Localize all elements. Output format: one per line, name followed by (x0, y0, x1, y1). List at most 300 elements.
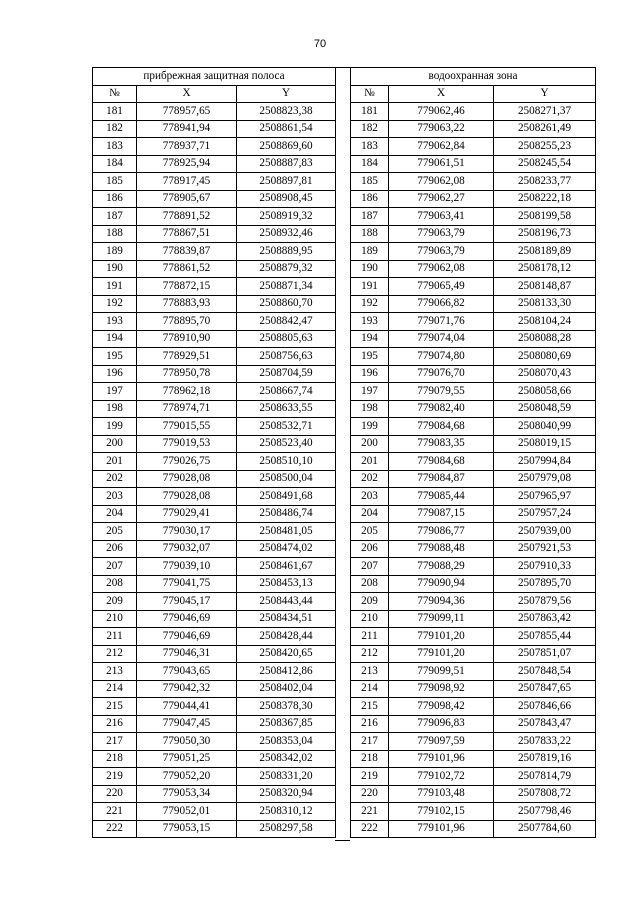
table-row (351, 435, 596, 453)
cell-number: 181 (351, 103, 389, 121)
cell-x: 779062,08 (389, 173, 494, 191)
table-title: водоохранная зона (351, 68, 596, 86)
table-row (351, 330, 596, 348)
cell-x: 779015,55 (137, 418, 237, 436)
column-header-number: № (351, 85, 389, 103)
cell-number: 183 (93, 138, 137, 156)
cell-number: 200 (93, 435, 137, 453)
cell-number: 183 (351, 138, 389, 156)
cell-number: 193 (93, 313, 137, 331)
cell-x: 779050,30 (137, 733, 237, 751)
table-row (351, 225, 596, 243)
cell-x: 779044,41 (137, 698, 237, 716)
cell-y: 2507808,72 (494, 785, 596, 803)
table-row (351, 190, 596, 208)
table-row (93, 190, 336, 208)
cell-y: 2508908,45 (237, 190, 336, 208)
cell-y: 2508104,24 (494, 313, 596, 331)
cell-x: 779062,46 (389, 103, 494, 121)
cell-y: 2508633,55 (237, 400, 336, 418)
table-row (351, 243, 596, 261)
cell-y: 2508080,69 (494, 348, 596, 366)
table-row (93, 400, 336, 418)
cell-number: 197 (93, 383, 137, 401)
cell-number: 212 (93, 645, 137, 663)
cell-y: 2508189,89 (494, 243, 596, 261)
cell-x: 779046,69 (137, 610, 237, 628)
cell-number: 219 (93, 768, 137, 786)
cell-number: 220 (351, 785, 389, 803)
table-row (93, 628, 336, 646)
table-row (351, 698, 596, 716)
table-row (93, 295, 336, 313)
cell-number: 221 (351, 803, 389, 821)
cell-x: 779096,83 (389, 715, 494, 733)
cell-x: 779026,75 (137, 453, 237, 471)
table-row (351, 680, 596, 698)
table-row (351, 260, 596, 278)
cell-x: 779094,36 (389, 593, 494, 611)
cell-y: 2508842,47 (237, 313, 336, 331)
cell-number: 202 (93, 470, 137, 488)
cell-y: 2508932,46 (237, 225, 336, 243)
cell-number: 206 (93, 540, 137, 558)
cell-x: 778895,70 (137, 313, 237, 331)
cell-x: 779097,59 (389, 733, 494, 751)
cell-x: 779101,96 (389, 820, 494, 838)
table-row (351, 663, 596, 681)
cell-x: 778910,90 (137, 330, 237, 348)
table-row (93, 733, 336, 751)
cell-x: 779046,31 (137, 645, 237, 663)
cell-x: 779088,29 (389, 558, 494, 576)
cell-x: 779045,17 (137, 593, 237, 611)
cell-x: 779062,27 (389, 190, 494, 208)
table-row (93, 470, 336, 488)
cell-number: 210 (351, 610, 389, 628)
cell-x: 779063,79 (389, 225, 494, 243)
cell-number: 189 (351, 243, 389, 261)
cell-y: 2507965,97 (494, 488, 596, 506)
cell-x: 779074,80 (389, 348, 494, 366)
cell-x: 778974,71 (137, 400, 237, 418)
table-row (351, 120, 596, 138)
cell-number: 197 (351, 383, 389, 401)
cell-y: 2508420,65 (237, 645, 336, 663)
cell-y: 2507814,79 (494, 768, 596, 786)
cell-y: 2508040,99 (494, 418, 596, 436)
table-row (351, 383, 596, 401)
table-row (93, 820, 336, 838)
table-row (351, 418, 596, 436)
cell-y: 2508481,05 (237, 523, 336, 541)
cell-x: 778883,93 (137, 295, 237, 313)
cell-number: 182 (93, 120, 137, 138)
cell-y: 2508887,83 (237, 155, 336, 173)
cell-y: 2508823,38 (237, 103, 336, 121)
cell-x: 779063,41 (389, 208, 494, 226)
cell-y: 2508245,54 (494, 155, 596, 173)
cell-y: 2508320,94 (237, 785, 336, 803)
cell-y: 2508331,20 (237, 768, 336, 786)
table-row (351, 540, 596, 558)
cell-number: 186 (351, 190, 389, 208)
cell-y: 2508019,15 (494, 435, 596, 453)
cell-x: 779032,07 (137, 540, 237, 558)
cell-number: 205 (93, 523, 137, 541)
cell-number: 191 (351, 278, 389, 296)
cell-number: 212 (351, 645, 389, 663)
cell-y: 2508500,04 (237, 470, 336, 488)
cell-y: 2508869,60 (237, 138, 336, 156)
cell-number: 207 (93, 558, 137, 576)
cell-y: 2507939,00 (494, 523, 596, 541)
column-header-x: X (137, 85, 237, 103)
cell-y: 2508453,13 (237, 575, 336, 593)
table-row (93, 505, 336, 523)
cell-number: 182 (351, 120, 389, 138)
cell-number: 189 (93, 243, 137, 261)
table-row (351, 558, 596, 576)
cell-number: 215 (93, 698, 137, 716)
cell-number: 207 (351, 558, 389, 576)
cell-number: 192 (351, 295, 389, 313)
cell-y: 2507833,22 (494, 733, 596, 751)
cell-x: 779102,72 (389, 768, 494, 786)
cell-number: 209 (93, 593, 137, 611)
cell-y: 2508342,02 (237, 750, 336, 768)
table-row (93, 453, 336, 471)
cell-y: 2507895,70 (494, 575, 596, 593)
cell-y: 2508402,04 (237, 680, 336, 698)
cell-number: 199 (351, 418, 389, 436)
cell-y: 2508222,18 (494, 190, 596, 208)
table-row (93, 138, 336, 156)
cell-x: 779079,55 (389, 383, 494, 401)
cell-x: 779052,20 (137, 768, 237, 786)
table-row (93, 575, 336, 593)
cell-number: 195 (93, 348, 137, 366)
cell-y: 2508178,12 (494, 260, 596, 278)
cell-y: 2508805,63 (237, 330, 336, 348)
table-row (93, 523, 336, 541)
column-header-x: X (389, 85, 494, 103)
table-row (351, 733, 596, 751)
table-row (351, 295, 596, 313)
cell-y: 2508199,58 (494, 208, 596, 226)
cell-y: 2507819,16 (494, 750, 596, 768)
table-row (93, 540, 336, 558)
table-row (93, 330, 336, 348)
cell-y: 2508088,28 (494, 330, 596, 348)
cell-y: 2508704,59 (237, 365, 336, 383)
cell-x: 779028,08 (137, 488, 237, 506)
cell-y: 2507910,33 (494, 558, 596, 576)
table-row (351, 785, 596, 803)
table-row (351, 313, 596, 331)
cell-number: 194 (93, 330, 137, 348)
cell-x: 779098,42 (389, 698, 494, 716)
cell-x: 779101,20 (389, 645, 494, 663)
cell-y: 2508233,77 (494, 173, 596, 191)
cell-x: 779074,04 (389, 330, 494, 348)
cell-number: 198 (93, 400, 137, 418)
table-row (93, 558, 336, 576)
cell-y: 2508428,44 (237, 628, 336, 646)
table-row (351, 820, 596, 838)
cell-number: 196 (351, 365, 389, 383)
cell-y: 2507846,66 (494, 698, 596, 716)
table-row (93, 645, 336, 663)
table-row (351, 575, 596, 593)
cell-y: 2508058,66 (494, 383, 596, 401)
cell-x: 779030,17 (137, 523, 237, 541)
cell-y: 2508412,86 (237, 663, 336, 681)
cell-x: 778962,18 (137, 383, 237, 401)
cell-y: 2508461,67 (237, 558, 336, 576)
cell-x: 779090,94 (389, 575, 494, 593)
cell-number: 213 (93, 663, 137, 681)
cell-x: 779101,96 (389, 750, 494, 768)
cell-number: 203 (93, 488, 137, 506)
cell-x: 779063,22 (389, 120, 494, 138)
cell-y: 2507957,24 (494, 505, 596, 523)
cell-number: 193 (351, 313, 389, 331)
cell-x: 779046,69 (137, 628, 237, 646)
table-row (93, 698, 336, 716)
cell-y: 2507879,56 (494, 593, 596, 611)
cell-number: 203 (351, 488, 389, 506)
cell-number: 211 (93, 628, 137, 646)
cell-number: 219 (351, 768, 389, 786)
cell-x: 779053,34 (137, 785, 237, 803)
cell-x: 779039,10 (137, 558, 237, 576)
cell-x: 779103,48 (389, 785, 494, 803)
table-row (351, 155, 596, 173)
cell-number: 211 (351, 628, 389, 646)
cell-y: 2507847,65 (494, 680, 596, 698)
table-row (93, 785, 336, 803)
table-row (93, 593, 336, 611)
cell-x: 778872,15 (137, 278, 237, 296)
table-row (351, 768, 596, 786)
cell-number: 204 (351, 505, 389, 523)
cell-y: 2507848,54 (494, 663, 596, 681)
cell-y: 2508048,59 (494, 400, 596, 418)
cell-x: 778917,45 (137, 173, 237, 191)
cell-x: 779085,44 (389, 488, 494, 506)
cell-y: 2508879,32 (237, 260, 336, 278)
cell-number: 184 (351, 155, 389, 173)
cell-y: 2508133,30 (494, 295, 596, 313)
cell-x: 779063,79 (389, 243, 494, 261)
cell-y: 2508310,12 (237, 803, 336, 821)
cell-number: 210 (93, 610, 137, 628)
cell-number: 205 (351, 523, 389, 541)
cell-y: 2508261,49 (494, 120, 596, 138)
cell-number: 209 (351, 593, 389, 611)
cell-number: 213 (351, 663, 389, 681)
table-row (93, 348, 336, 366)
table-row (351, 505, 596, 523)
cell-number: 222 (351, 820, 389, 838)
cell-number: 191 (93, 278, 137, 296)
table-gap (335, 67, 350, 841)
cell-x: 779087,15 (389, 505, 494, 523)
cell-x: 778929,51 (137, 348, 237, 366)
cell-y: 2508148,87 (494, 278, 596, 296)
cell-y: 2508756,63 (237, 348, 336, 366)
cell-number: 199 (93, 418, 137, 436)
cell-x: 778891,52 (137, 208, 237, 226)
table-row (351, 348, 596, 366)
cell-x: 779019,53 (137, 435, 237, 453)
cell-x: 779062,84 (389, 138, 494, 156)
cell-x: 779102,15 (389, 803, 494, 821)
table-row (93, 173, 336, 191)
table-row (93, 243, 336, 261)
table-row (351, 278, 596, 296)
cell-number: 220 (93, 785, 137, 803)
cell-x: 779099,11 (389, 610, 494, 628)
cell-y: 2508860,70 (237, 295, 336, 313)
cell-number: 208 (93, 575, 137, 593)
table-row (93, 488, 336, 506)
cell-y: 2508255,23 (494, 138, 596, 156)
cell-number: 181 (93, 103, 137, 121)
cell-number: 221 (93, 803, 137, 821)
cell-x: 779053,15 (137, 820, 237, 838)
cell-number: 218 (351, 750, 389, 768)
cell-x: 779098,92 (389, 680, 494, 698)
cell-y: 2508889,95 (237, 243, 336, 261)
cell-y: 2508486,74 (237, 505, 336, 523)
table-row (93, 435, 336, 453)
cell-number: 204 (93, 505, 137, 523)
cell-number: 184 (93, 155, 137, 173)
cell-number: 201 (351, 453, 389, 471)
table-row (351, 628, 596, 646)
table-row (93, 418, 336, 436)
cell-number: 196 (93, 365, 137, 383)
column-header-y: Y (494, 85, 596, 103)
table-row (93, 803, 336, 821)
table-row (93, 120, 336, 138)
cell-number: 217 (93, 733, 137, 751)
cell-number: 206 (351, 540, 389, 558)
cell-y: 2508523,40 (237, 435, 336, 453)
table-row (93, 155, 336, 173)
cell-number: 190 (351, 260, 389, 278)
table-row (351, 173, 596, 191)
cell-y: 2507784,60 (494, 820, 596, 838)
cell-x: 779086,77 (389, 523, 494, 541)
cell-x: 778937,71 (137, 138, 237, 156)
table-row (93, 680, 336, 698)
cell-number: 214 (351, 680, 389, 698)
cell-number: 187 (93, 208, 137, 226)
cell-number: 201 (93, 453, 137, 471)
table-row (93, 750, 336, 768)
cell-y: 2508434,51 (237, 610, 336, 628)
cell-y: 2507855,44 (494, 628, 596, 646)
cell-number: 190 (93, 260, 137, 278)
table-row (93, 610, 336, 628)
table-row (93, 278, 336, 296)
cell-y: 2508919,32 (237, 208, 336, 226)
cell-number: 192 (93, 295, 137, 313)
cell-x: 779051,25 (137, 750, 237, 768)
cell-y: 2508474,02 (237, 540, 336, 558)
cell-y: 2508667,74 (237, 383, 336, 401)
cell-x: 778905,67 (137, 190, 237, 208)
cell-number: 185 (351, 173, 389, 191)
cell-y: 2508353,04 (237, 733, 336, 751)
cell-x: 778839,87 (137, 243, 237, 261)
cell-y: 2508196,73 (494, 225, 596, 243)
cell-y: 2508897,81 (237, 173, 336, 191)
table-row (351, 750, 596, 768)
cell-number: 185 (93, 173, 137, 191)
cell-x: 779099,51 (389, 663, 494, 681)
cell-y: 2508297,58 (237, 820, 336, 838)
table-row (93, 715, 336, 733)
table-row (351, 400, 596, 418)
cell-y: 2507798,46 (494, 803, 596, 821)
cell-x: 778941,94 (137, 120, 237, 138)
cell-x: 778867,51 (137, 225, 237, 243)
table-title: прибрежная защитная полоса (93, 68, 336, 86)
table-row (351, 365, 596, 383)
table-row (351, 715, 596, 733)
cell-number: 188 (351, 225, 389, 243)
water-protection-zone-table (350, 67, 596, 838)
cell-x: 778861,52 (137, 260, 237, 278)
column-header-number: № (93, 85, 137, 103)
cell-number: 186 (93, 190, 137, 208)
cell-number: 218 (93, 750, 137, 768)
page-number: 70 (313, 38, 327, 50)
cell-number: 194 (351, 330, 389, 348)
table-row (351, 610, 596, 628)
cell-number: 214 (93, 680, 137, 698)
cell-x: 779047,45 (137, 715, 237, 733)
cell-x: 779083,35 (389, 435, 494, 453)
table-row (93, 663, 336, 681)
cell-number: 188 (93, 225, 137, 243)
cell-y: 2507843,47 (494, 715, 596, 733)
table-row (351, 803, 596, 821)
cell-x: 779066,82 (389, 295, 494, 313)
column-header-y: Y (237, 85, 336, 103)
cell-x: 779041,75 (137, 575, 237, 593)
cell-x: 779076,70 (389, 365, 494, 383)
cell-x: 779028,08 (137, 470, 237, 488)
cell-y: 2508271,37 (494, 103, 596, 121)
cell-y: 2508532,71 (237, 418, 336, 436)
cell-y: 2507994,84 (494, 453, 596, 471)
cell-y: 2508871,34 (237, 278, 336, 296)
table-row (351, 645, 596, 663)
cell-number: 216 (93, 715, 137, 733)
cell-y: 2507921,53 (494, 540, 596, 558)
table-row (93, 365, 336, 383)
cell-number: 222 (93, 820, 137, 838)
table-row (93, 103, 336, 121)
table-row (93, 768, 336, 786)
cell-x: 778925,94 (137, 155, 237, 173)
table-row (351, 208, 596, 226)
